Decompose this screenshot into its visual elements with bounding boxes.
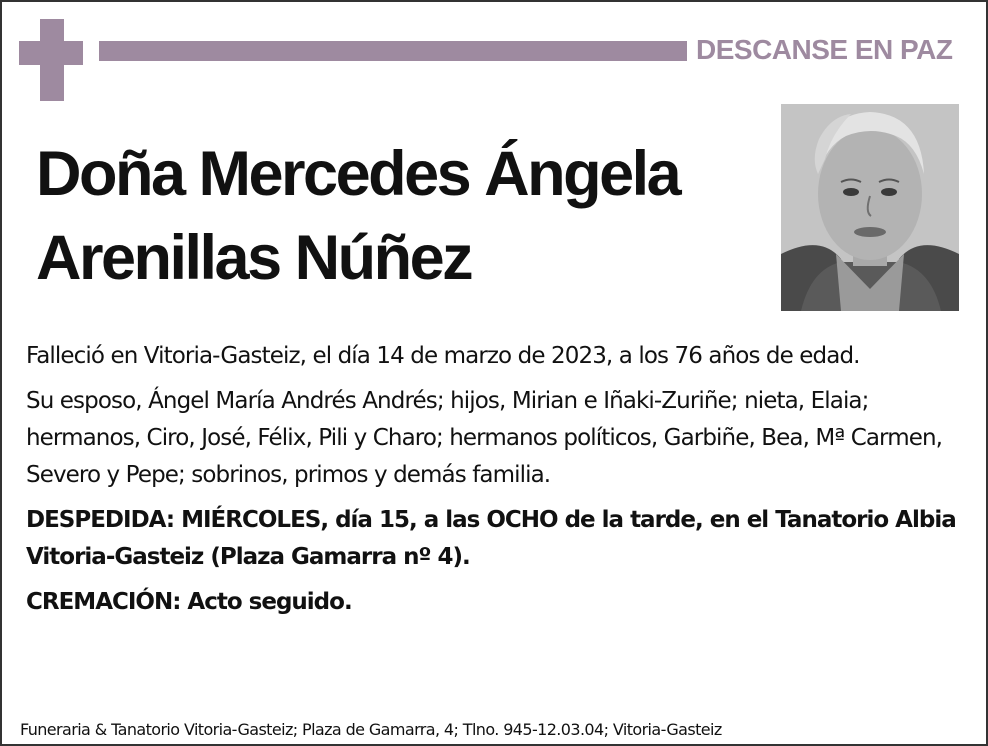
cross-horizontal-bar	[19, 41, 83, 65]
deceased-name-line2: Arenillas Núñez	[36, 223, 472, 293]
funeral-home-footer: Funeraria & Tanatorio Vitoria-Gasteiz; Plaza de Gamarra, 4; Tlno. 945-12.03.04; Vitoria-Gasteiz	[20, 720, 722, 739]
portrait-image	[781, 104, 959, 311]
obituary-body	[26, 338, 964, 629]
deceased-name-line1: Doña Mercedes Ángela	[36, 139, 680, 209]
deceased-name	[36, 132, 776, 300]
header-title: DESCANSE EN PAZ	[696, 34, 953, 65]
death-info-paragraph: Falleció en Vitoria-Gasteiz, el día 14 de marzo de 2023, a los 76 años de edad.	[26, 343, 860, 369]
farewell-paragraph: DESPEDIDA: MIÉRCOLES, día 15, a las OCHO de la tarde, en el Tanatorio Albia Vitoria-Gasteiz (Plaza Gamarra nº 4).	[26, 507, 956, 570]
header-band	[99, 41, 687, 61]
deceased-photo	[781, 104, 959, 311]
family-paragraph: Su esposo, Ángel María Andrés Andrés; hijos, Mirian e Iñaki-Zuriñe; nieta, Elaia; hermanos, Ciro, José, Félix, Pili y Charo; hermanos políticos, Garbiñe, Bea, Mª Carmen, Severo y Pepe; sobrinos, primos y demás familia.	[26, 388, 943, 488]
cremation-paragraph: CREMACIÓN: Acto seguido.	[26, 589, 352, 615]
